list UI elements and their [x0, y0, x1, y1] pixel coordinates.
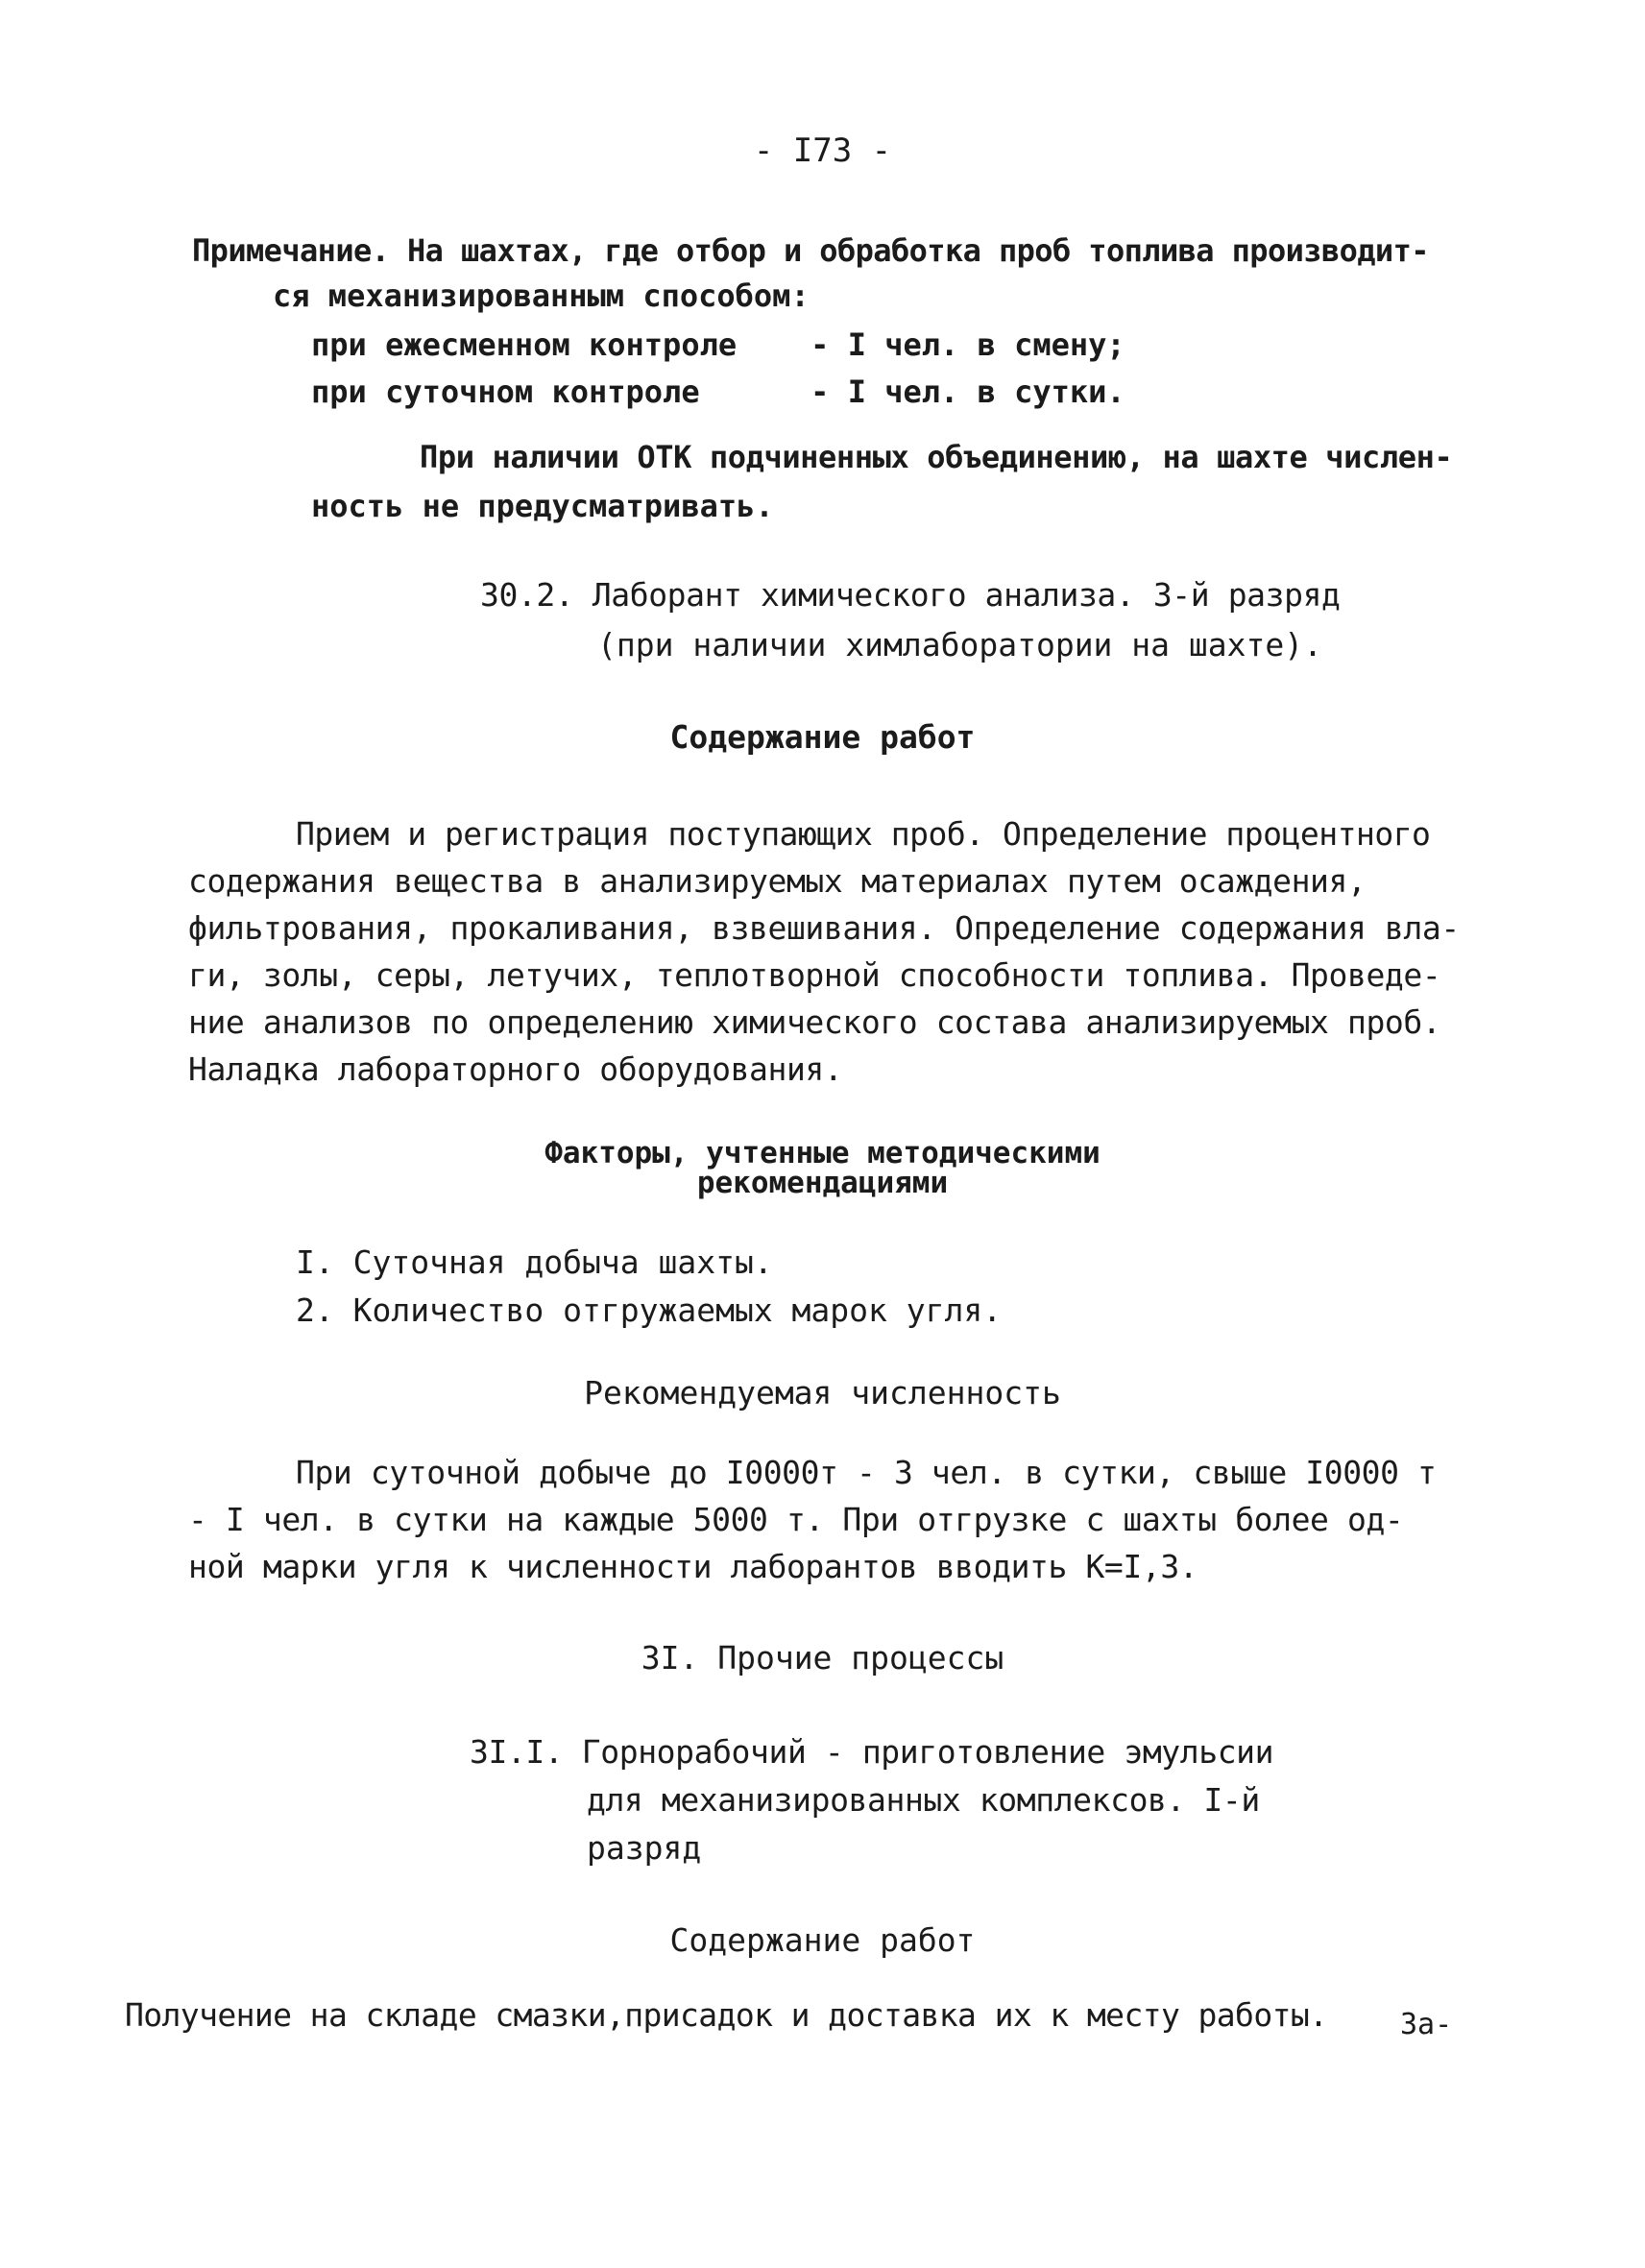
factors-heading-2: рекомендациями	[696, 1166, 949, 1200]
note-line-4: при суточном контроле - I чел. в сутки.	[311, 374, 1125, 410]
recommended-line-1: При суточной добыче до I0000т - 3 чел. в сутки, свыше I0000 т	[296, 1454, 1437, 1491]
factor-item-2: 2. Количество отгружаемых марок угля.	[296, 1291, 1003, 1329]
section-30-2-title-1: 30.2. Лаборант химического анализа. 3-й разряд	[480, 576, 1341, 614]
section-31-1-title-1: 3I.I. Горнорабочий - приготовление эмульсии	[470, 1733, 1274, 1771]
note-line-3: при ежесменном контроле - I чел. в смену;	[311, 326, 1125, 363]
note-line-5: При наличии ОТК подчиненных объединению, на шахте числен-	[420, 439, 1453, 475]
note-line-1: Примечание. На шахтах, где отбор и обработка проб топлива производит-	[192, 232, 1429, 269]
note-line-2: ся механизированным способом:	[273, 277, 810, 314]
content-line-3: фильтрования, прокаливания, взвешивания. Определение содержания вла-	[188, 909, 1460, 947]
section-31-1-content-line-1: Получение на складе смазки,присадок и доставка их к месту работы.	[125, 1996, 1328, 2034]
content-line-2: содержания вещества в анализируемых материалах путем осаждения,	[188, 862, 1367, 900]
recommended-heading: Рекомендуемая численность	[584, 1374, 1061, 1411]
section-31-1-content-tail: За-	[1400, 2008, 1453, 2041]
note-line-6: ность не предусматривать.	[311, 488, 774, 524]
factor-item-1: I. Суточная добыча шахты.	[296, 1243, 773, 1281]
section-31-1-content-heading: Содержание работ	[669, 1921, 976, 1959]
content-line-1: Прием и регистрация поступающих проб. Определение процентного	[296, 815, 1431, 853]
section-30-2-content-heading: Содержание работ	[669, 718, 976, 756]
section-31-1-title-2: для механизированных комплексов. I-й	[587, 1781, 1260, 1819]
recommended-line-3: ной марки угля к численности лаборантов вводить К=I,3.	[188, 1548, 1198, 1585]
content-line-6: Наладка лабораторного оборудования.	[188, 1050, 843, 1088]
page-number: - I73 -	[753, 132, 892, 170]
content-line-5: ние анализов по определению химического состава анализируемых проб.	[188, 1003, 1441, 1041]
section-31-title: 3I. Прочие процессы	[641, 1639, 1004, 1677]
factors-heading-1: Факторы, учтенные методическими	[544, 1136, 1101, 1170]
content-line-4: ги, золы, серы, летучих, теплотворной способности топлива. Проведе-	[188, 956, 1441, 994]
section-30-2-title-2: (при наличии химлаборатории на шахте).	[597, 626, 1322, 664]
section-31-1-title-3: разряд	[587, 1829, 702, 1867]
recommended-line-2: - I чел. в сутки на каждые 5000 т. При отгрузке с шахты более од-	[188, 1501, 1404, 1538]
